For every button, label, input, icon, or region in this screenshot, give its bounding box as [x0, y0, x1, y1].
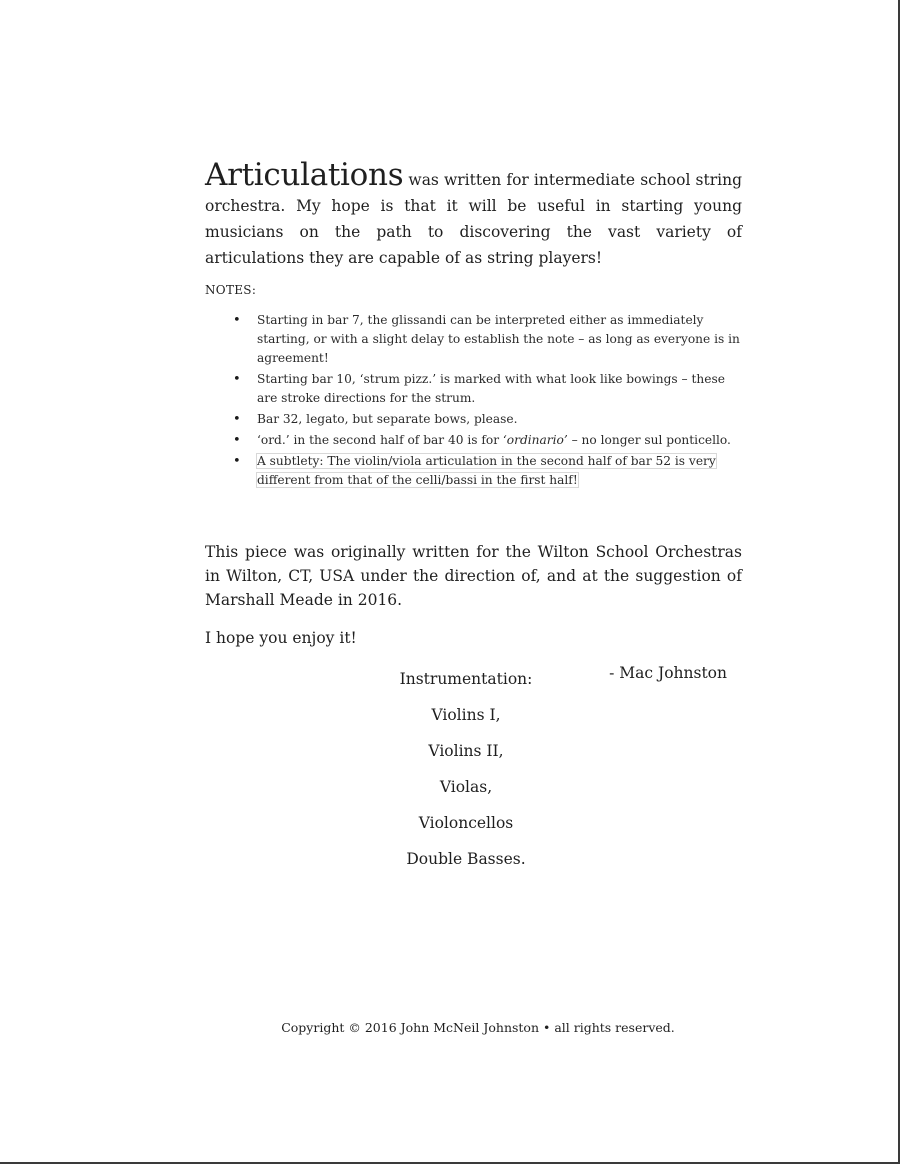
note-boxed-text: A subtlety: The violin/viola articulation in the second half of bar 52 is very different from that of the celli/bassi in the first half! [257, 454, 716, 487]
notes-list [205, 311, 742, 490]
note-item: • Starting in bar 7, the glissandi can be interpreted either as immediately starting, or with a slight delay to establish the note – as long as everyone is in agreement! [257, 311, 742, 368]
instrument-item: Violins II, [428, 742, 504, 760]
instrumentation-block [0, 666, 900, 882]
note-text-after: – no longer sul ponticello. [567, 433, 731, 447]
document-body [205, 157, 742, 682]
note-italic-term: ‘ordinario’ [502, 433, 568, 447]
signature: - Mac Johnston [609, 664, 727, 682]
note-item [257, 452, 742, 490]
note-item: • Bar 32, legato, but separate bows, please. [257, 410, 742, 429]
notes-label: NOTES: [205, 283, 257, 297]
note-item: • Starting bar 10, ‘strum pizz.’ is marked with what look like bowings – these are stroke directions for the strum. [257, 370, 742, 408]
instrumentation-heading: Instrumentation: [399, 670, 533, 688]
piece-title: Articulations [205, 157, 404, 193]
closing-line: I hope you enjoy it! [205, 629, 357, 647]
copyright-notice: Copyright © 2016 John McNeil Johnston • all rights reserved. [281, 1020, 675, 1035]
instrument-item: Violoncellos [418, 814, 514, 832]
origin-paragraph: This piece was originally written for the Wilton School Orchestras in Wilton, CT, USA under the direction of, and at the suggestion of Marshall Meade in 2016. [205, 543, 742, 609]
instrument-item: Violins I, [431, 706, 501, 724]
instrument-item: Double Basses. [406, 850, 526, 868]
intro-paragraph [205, 157, 742, 271]
intro-text: was written for intermediate school string orchestra. My hope is that it will be useful in starting young musicians on the path to discovering the vast variety of articulations they are capable of as string players! [205, 171, 742, 267]
instrument-item: Violas, [439, 778, 493, 796]
note-item [257, 431, 742, 450]
note-text-before: ‘ord.’ in the second half of bar 40 is for [257, 433, 503, 447]
